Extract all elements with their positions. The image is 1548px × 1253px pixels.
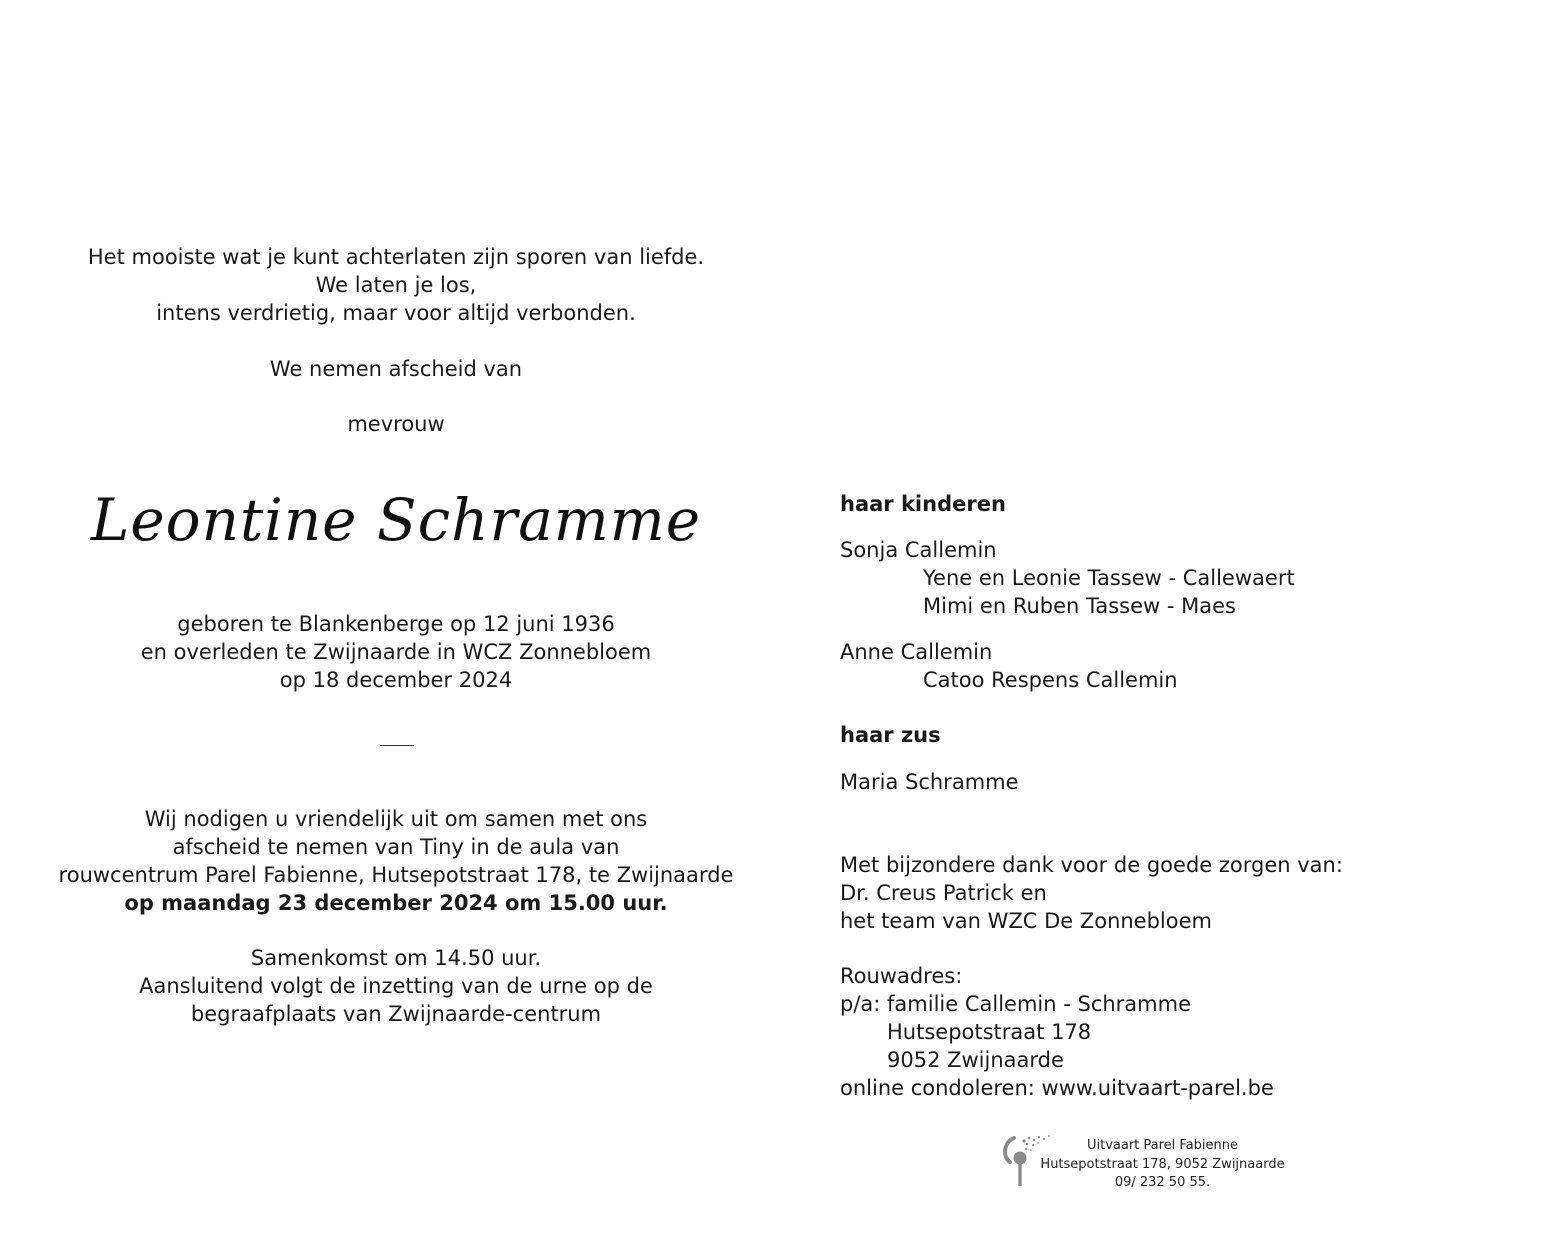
funeral-home-info bbox=[1040, 1137, 1285, 1193]
thanks-line-3: het team van WZC De Zonnebloem bbox=[840, 909, 1212, 933]
deceased-name: Leontine Schramme bbox=[90, 486, 702, 554]
birth-line-3: op 18 december 2024 bbox=[279, 668, 513, 692]
ceremony-date: op maandag 23 december 2024 om 15.00 uur. bbox=[124, 891, 668, 915]
address-city: 9052 Zwijnaarde bbox=[887, 1048, 1064, 1072]
quote-line-2: We laten je los, bbox=[315, 273, 477, 297]
funeral-home-address: Hutsepotstraat 178, 9052 Zwijnaarde bbox=[1040, 1156, 1285, 1172]
salutation: mevrouw bbox=[347, 412, 445, 436]
sister-heading: haar zus bbox=[840, 723, 941, 747]
address-street: Hutsepotstraat 178 bbox=[887, 1020, 1092, 1044]
quote-line-1: Het mooiste wat je kunt achterlaten zijn sporen van liefde. bbox=[87, 245, 705, 269]
gathering-line-1: Samenkomst om 14.50 uur. bbox=[250, 946, 542, 970]
gathering-line-2: Aansluitend volgt de inzetting van de urne op de bbox=[139, 974, 653, 998]
online-condolences-link[interactable]: online condoleren: www.uitvaart-parel.be bbox=[840, 1076, 1274, 1100]
invitation-line-2: afscheid te nemen van Tiny in de aula van bbox=[172, 835, 620, 859]
thanks-line-1: Met bijzondere dank voor de goede zorgen van: bbox=[840, 853, 1343, 877]
address-label: Rouwadres: bbox=[840, 964, 963, 988]
grandchild-line: Yene en Leonie Tassew - Callewaert bbox=[923, 566, 1295, 590]
children-heading: haar kinderen bbox=[840, 492, 1006, 516]
invitation-line-1: Wij nodigen u vriendelijk uit om samen met ons bbox=[144, 807, 648, 831]
address-recipient: p/a: familie Callemin - Schramme bbox=[840, 992, 1192, 1016]
child-name: Sonja Callemin bbox=[840, 538, 997, 562]
divider bbox=[380, 745, 414, 746]
birth-line-2: en overleden te Zwijnaarde in WCZ Zonnebloem bbox=[140, 640, 652, 664]
child-name: Anne Callemin bbox=[840, 640, 993, 664]
invitation-line-3: rouwcentrum Parel Fabienne, Hutsepotstraat 178, te Zwijnaarde bbox=[58, 863, 734, 887]
farewell-intro: We nemen afscheid van bbox=[269, 357, 523, 381]
grandchild-line: Mimi en Ruben Tassew - Maes bbox=[923, 594, 1236, 618]
funeral-home-name: Uitvaart Parel Fabienne bbox=[1086, 1138, 1239, 1153]
sister-name: Maria Schramme bbox=[840, 770, 1019, 794]
grandchild-line: Catoo Respens Callemin bbox=[923, 668, 1178, 692]
funeral-home-phone: 09/ 232 50 55. bbox=[1114, 1175, 1211, 1190]
quote-line-3: intens verdrietig, maar voor altijd verbonden. bbox=[156, 301, 636, 325]
gathering-line-3: begraafplaats van Zwijnaarde-centrum bbox=[190, 1002, 602, 1026]
thanks-line-2: Dr. Creus Patrick en bbox=[840, 881, 1047, 905]
birth-line-1: geboren te Blankenberge op 12 juni 1936 bbox=[177, 612, 615, 636]
